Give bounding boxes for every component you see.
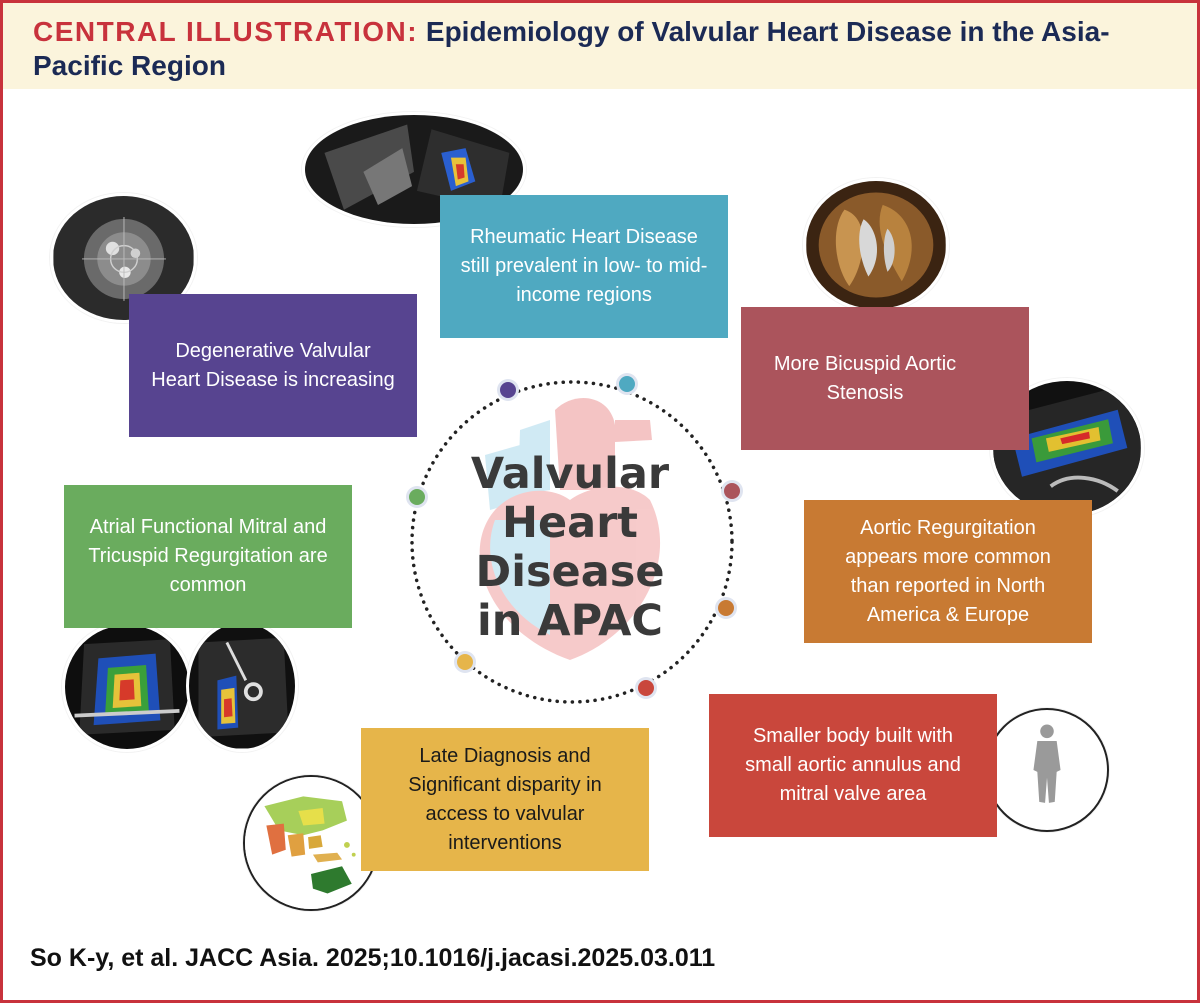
center-title: Valvular Heart Disease in APAC [470,449,670,646]
header [3,3,1197,89]
citation: So K-y, et al. JACC Asia. 2025;10.1016/j.jacasi.2025.03.011 [30,944,716,972]
header-title-text: Epidemiology of Valvular Heart Disease in the Asia-Pacific Region [33,16,1110,81]
circle-dot-green [406,486,428,508]
circle-dot-teal [616,373,638,395]
box-rheumatic [440,195,728,338]
human-figure-icon [985,708,1109,832]
header-title [33,15,1173,83]
circle-dot-rose [721,480,743,502]
box-rheumatic-text: Rheumatic Heart Disease still prevalent in low- to mid-income regions [460,226,708,306]
circle-dot-red [635,677,657,699]
circle-dot-orange [715,597,737,619]
doppler-tricuspid-image [186,620,298,752]
box-late-diagnosis-text: Late Diagnosis and Significant disparity in access to valvular interventions [408,744,602,854]
box-atrial [64,485,352,628]
3d-valve-image [803,178,949,312]
box-atrial-text: Atrial Functional Mitral and Tricuspid Regurgitation are common [88,516,328,596]
box-bicuspid-text: More Bicuspid Aortic Stenosis [773,352,957,404]
circle-dot-yellow [454,651,476,673]
box-late-diagnosis [361,728,649,871]
doppler-mitral-image [62,622,192,752]
box-bicuspid [741,307,1029,450]
box-body-size-text: Smaller body built with small aortic annulus and mitral valve area [745,725,961,805]
box-aortic-regurgitation-text: Aortic Regurgitation appears more common than reported in North America & Europe [845,516,1051,626]
box-body-size [709,694,997,837]
world-map-image [243,775,379,911]
header-label: CENTRAL ILLUSTRATION: [33,16,419,47]
box-aortic-regurgitation [804,500,1092,643]
box-degenerative-text: Degenerative Valvular Heart Disease is increasing [151,339,395,391]
circle-dot-purple [497,379,519,401]
box-degenerative [129,294,417,437]
